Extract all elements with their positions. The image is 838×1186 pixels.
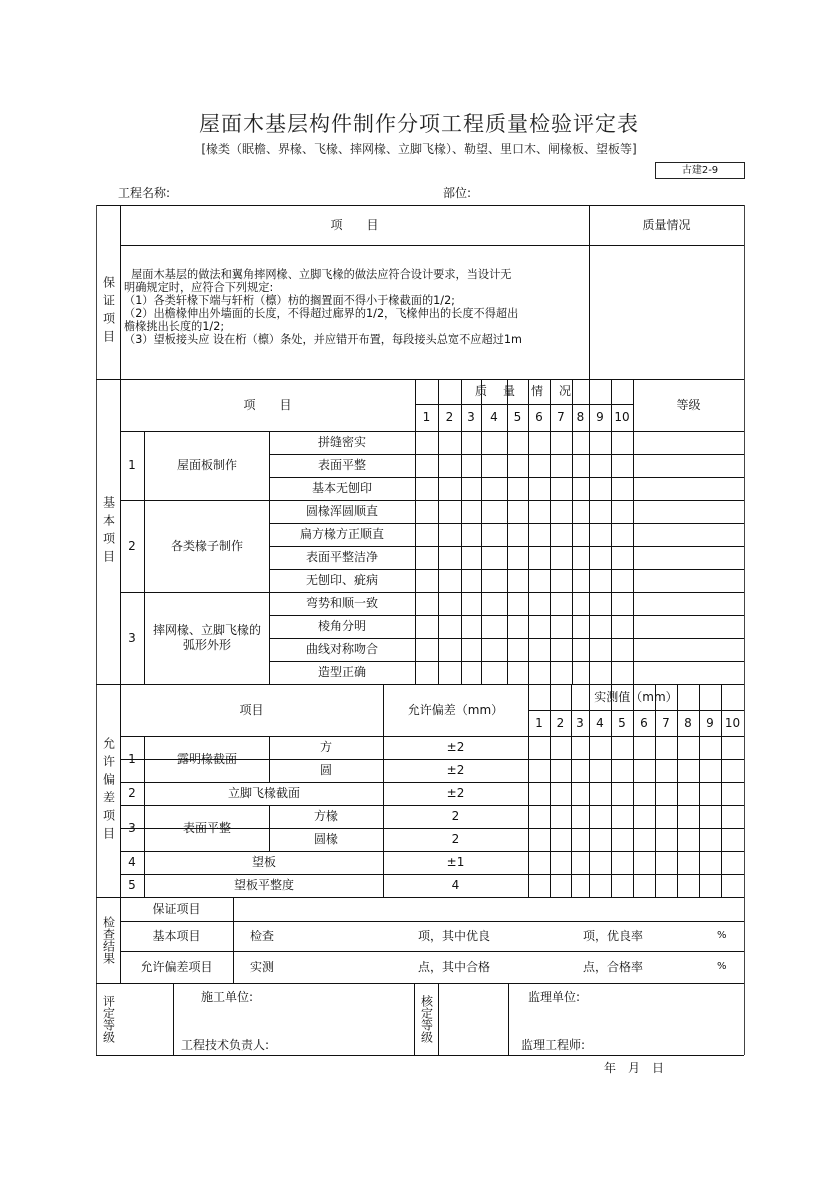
basic-score-cell[interactable] [573,478,589,500]
deviation-measure-cell[interactable] [656,760,677,782]
basic-score-cell[interactable] [590,593,611,615]
deviation-measure-cell[interactable] [678,737,699,759]
basic-score-cell[interactable] [508,639,528,661]
basic-score-cell[interactable] [551,639,572,661]
grid-line-v [173,983,174,1055]
deviation-column-number: 10 [724,715,741,730]
basic-score-cell[interactable] [482,639,507,661]
form-code: 古建2-9 [655,162,745,179]
basic-section-label: 基本项目 [101,495,116,568]
basic-score-cell[interactable] [529,455,550,477]
basic-score-cell[interactable] [590,616,611,638]
basic-score-cell[interactable] [508,616,528,638]
deviation-row-tolerance: 2 [451,832,460,846]
basic-score-cell[interactable] [462,593,481,615]
basic-score-cell[interactable] [551,432,572,454]
basic-item-label: 曲线对称吻合 [305,642,378,656]
basic-score-cell[interactable] [416,455,438,477]
basic-score-cell[interactable] [551,593,572,615]
basic-score-cell[interactable] [462,616,481,638]
deviation-measure-cell[interactable] [529,737,550,759]
basic-score-cell[interactable] [612,432,633,454]
basic-score-cell[interactable] [508,524,528,546]
grid-line-h [96,1055,744,1056]
basic-quality-header: 质 量 情 况 [474,384,573,398]
check-basic-rate: 项，优良率 [583,928,644,943]
deviation-row-number: 2 [128,786,136,800]
basic-score-cell[interactable] [573,501,589,523]
deviation-measure-cell[interactable] [590,829,611,851]
basic-column-number: 4 [490,410,498,424]
check-deviation-rate: 点，合格率 [583,959,644,974]
basic-score-cell[interactable] [508,547,528,569]
deviation-measure-cell[interactable] [590,852,611,874]
deviation-measure-cell[interactable] [612,783,633,805]
deviation-column-number: 1 [535,715,543,730]
basic-score-cell[interactable] [482,593,507,615]
basic-score-cell[interactable] [529,478,550,500]
deviation-column-number: 2 [556,715,565,730]
basic-score-cell[interactable] [439,662,461,684]
basic-score-cell[interactable] [590,478,611,500]
basic-score-cell[interactable] [439,524,461,546]
basic-grade-cell[interactable] [634,616,744,638]
basic-item-label: 表面平整 [317,458,366,472]
deviation-row-name: 望板 [251,855,276,869]
basic-score-cell[interactable] [573,616,589,638]
basic-column-number: 5 [513,410,522,424]
basic-score-cell[interactable] [612,662,633,684]
basic-score-cell[interactable] [551,478,572,500]
guarantee-section-label: 保证项目 [101,276,116,348]
basic-grade-cell[interactable] [634,570,744,592]
basic-column-number: 3 [467,410,475,424]
basic-group-number: 3 [128,630,136,645]
deviation-measure-cell[interactable] [529,852,550,874]
basic-score-cell[interactable] [462,501,481,523]
deviation-measure-cell[interactable] [722,737,744,759]
basic-score-cell[interactable] [416,593,438,615]
basic-score-cell[interactable] [573,547,589,569]
deviation-measure-cell[interactable] [612,875,633,897]
check-deviation-pct: % [717,960,727,972]
deviation-measure-cell[interactable] [572,760,589,782]
basic-score-cell[interactable] [416,616,438,638]
basic-grade-header: 等级 [676,397,701,412]
basic-score-cell[interactable] [508,478,528,500]
basic-item-label: 拼缝密实 [317,435,366,449]
deviation-measure-cell[interactable] [612,806,633,828]
basic-score-cell[interactable] [508,455,528,477]
deviation-measure-cell[interactable] [678,760,699,782]
basic-column-number: 9 [596,410,604,424]
deviation-row-number: 1 [128,751,136,766]
deviation-measure-cell[interactable] [590,783,611,805]
basic-item-label: 造型正确 [317,665,366,679]
deviation-measure-cell[interactable] [722,806,744,828]
deviation-measure-cell[interactable] [612,852,633,874]
basic-column-number: 7 [557,410,565,424]
deviation-measure-cell[interactable] [722,829,744,851]
basic-score-cell[interactable] [551,524,572,546]
basic-group-name: 屋面板制作 [176,458,237,472]
deviation-measure-cell[interactable] [700,760,721,782]
deviation-item-header: 项目 [239,702,264,717]
deviation-measure-cell[interactable] [551,806,571,828]
basic-score-cell[interactable] [482,570,507,592]
deviation-tolerance-header: 允许偏差（mm） [407,702,504,717]
basic-score-cell[interactable] [551,501,572,523]
deviation-measure-cell[interactable] [634,852,655,874]
verify-grade-label: 核定等级 [419,995,434,1043]
deviation-measure-cell[interactable] [590,760,611,782]
basic-score-cell[interactable] [612,639,633,661]
basic-score-cell[interactable] [416,570,438,592]
guarantee-quality-header: 质量情况 [642,217,691,232]
deviation-row-subitem: 方 [319,740,332,754]
deviation-row-subitem: 圆 [319,763,332,777]
basic-score-cell[interactable] [462,547,481,569]
deviation-measure-cell[interactable] [634,875,655,897]
deviation-measure-cell[interactable] [634,760,655,782]
basic-score-cell[interactable] [508,432,528,454]
basic-score-cell[interactable] [508,501,528,523]
grid-line-v [508,983,509,1055]
basic-column-number: 8 [576,410,585,424]
basic-score-cell[interactable] [462,570,481,592]
basic-column-number: 10 [614,410,630,424]
basic-score-cell[interactable] [416,478,438,500]
basic-score-cell[interactable] [482,432,507,454]
basic-score-cell[interactable] [551,570,572,592]
basic-score-cell[interactable] [439,639,461,661]
guarantee-line: 屋面木基层的做法和翼角摔网椽、立脚飞椽的做法应符合设计要求，当设计无 [124,268,512,281]
check-deviation-label: 允许偏差项目 [140,959,213,974]
deviation-measure-cell[interactable] [612,737,633,759]
deviation-measure-cell[interactable] [678,852,699,874]
deviation-measure-cell[interactable] [700,829,721,851]
basic-score-cell[interactable] [462,478,481,500]
check-deviation-check: 实测 [250,959,275,974]
basic-score-cell[interactable] [439,593,461,615]
deviation-measure-cell[interactable] [678,806,699,828]
evaluation-grade-cell[interactable] [121,984,172,1054]
check-section-label: 检查结果 [101,916,116,964]
deviation-measure-cell[interactable] [529,806,550,828]
deviation-column-number: 9 [706,715,714,730]
location-label: 部位: [443,186,472,200]
basic-grade-cell[interactable] [634,455,744,477]
deviation-measure-cell[interactable] [529,875,550,897]
basic-score-cell[interactable] [590,570,611,592]
engineer-label: 监理工程师: [521,1038,586,1052]
deviation-measure-cell[interactable] [572,829,589,851]
deviation-measure-cell[interactable] [529,829,550,851]
basic-score-cell[interactable] [482,455,507,477]
basic-grade-cell[interactable] [634,478,744,500]
basic-score-cell[interactable] [590,455,611,477]
basic-score-cell[interactable] [529,662,550,684]
basic-score-cell[interactable] [482,524,507,546]
basic-score-cell[interactable] [529,593,550,615]
basic-score-cell[interactable] [416,432,438,454]
deviation-measure-cell[interactable] [700,737,721,759]
deviation-measure-cell[interactable] [551,760,571,782]
basic-score-cell[interactable] [612,478,633,500]
deviation-measure-cell[interactable] [572,852,589,874]
check-deviation-mid: 点，其中合格 [418,959,491,974]
basic-score-cell[interactable] [612,570,633,592]
basic-grade-cell[interactable] [634,432,744,454]
deviation-measure-cell[interactable] [700,852,721,874]
deviation-measure-cell[interactable] [590,875,611,897]
basic-score-cell[interactable] [416,547,438,569]
basic-score-cell[interactable] [529,432,550,454]
deviation-measure-cell[interactable] [612,760,633,782]
deviation-row-number: 5 [128,878,136,892]
deviation-measure-cell[interactable] [700,783,721,805]
basic-column-number: 1 [422,410,431,424]
deviation-measure-cell[interactable] [656,875,677,897]
deviation-measure-cell[interactable] [551,737,571,759]
basic-score-cell[interactable] [573,432,589,454]
basic-group-name: 各类椽子制作 [170,538,243,553]
basic-score-cell[interactable] [573,593,589,615]
deviation-measure-cell[interactable] [656,783,677,805]
deviation-measure-cell[interactable] [551,829,571,851]
deviation-column-number: 4 [596,715,604,730]
deviation-row-tolerance: 4 [451,878,460,892]
deviation-measure-cell[interactable] [529,760,550,782]
basic-column-number: 2 [445,410,454,424]
basic-score-cell[interactable] [612,593,633,615]
deviation-measure-cell[interactable] [722,783,744,805]
deviation-measure-cell[interactable] [551,852,571,874]
basic-item-label: 基本无刨印 [311,481,372,495]
deviation-measure-cell[interactable] [551,783,571,805]
deviation-row-name: 望板平整度 [233,878,294,892]
supervisor-label: 监理单位: [528,990,581,1004]
check-guarantee-label: 保证项目 [152,901,201,916]
basic-grade-cell[interactable] [634,547,744,569]
deviation-measure-cell[interactable] [590,806,611,828]
basic-grade-cell[interactable] [634,524,744,546]
basic-score-cell[interactable] [573,639,589,661]
check-basic-label: 基本项目 [152,928,201,943]
grid-line-v [744,205,745,1055]
basic-score-cell[interactable] [573,524,589,546]
page-subtitle: [椽类（眠檐、界椽、飞椽、摔网椽、立脚飞椽）、勒望、里口木、闸椽板、望板等] [201,142,637,156]
deviation-section-label: 允许偏差项目 [101,736,116,845]
basic-score-cell[interactable] [590,432,611,454]
guarantee-line: 檐椽挑出长度的1/2; [124,320,225,333]
basic-score-cell[interactable] [462,524,481,546]
deviation-measure-cell[interactable] [634,806,655,828]
deviation-measure-cell[interactable] [590,737,611,759]
project-name-label: 工程名称: [118,186,171,200]
basic-score-cell[interactable] [508,662,528,684]
basic-score-cell[interactable] [416,501,438,523]
deviation-row-name: 表面平整 [182,820,231,835]
basic-score-cell[interactable] [439,432,461,454]
basic-score-cell[interactable] [439,455,461,477]
basic-score-cell[interactable] [462,639,481,661]
deviation-measure-cell[interactable] [572,875,589,897]
basic-score-cell[interactable] [590,547,611,569]
deviation-row-name: 露明椽截面 [176,751,237,766]
constructor-label: 施工单位: [201,990,254,1004]
basic-score-cell[interactable] [439,501,461,523]
deviation-column-number: 8 [684,715,692,730]
deviation-column-number: 3 [576,715,584,730]
basic-score-cell[interactable] [573,455,589,477]
basic-score-cell[interactable] [551,662,572,684]
basic-score-cell[interactable] [439,478,461,500]
basic-grade-cell[interactable] [634,593,744,615]
basic-score-cell[interactable] [482,547,507,569]
basic-score-cell[interactable] [612,524,633,546]
guarantee-item-header: 项 目 [330,217,379,232]
deviation-measure-cell[interactable] [722,760,744,782]
basic-score-cell[interactable] [462,432,481,454]
deviation-measure-cell[interactable] [529,783,550,805]
basic-grade-cell[interactable] [634,501,744,523]
basic-item-label: 弯势和顺一致 [305,596,378,610]
basic-grade-cell[interactable] [634,639,744,661]
guarantee-line: （3）望板接头应 设在桁（檩）条处，并应错开布置，每段接头总宽不应超过1m [124,333,522,346]
guarantee-quality-cell[interactable] [590,246,743,378]
deviation-row-tolerance: 2 [451,809,460,823]
basic-score-cell[interactable] [590,501,611,523]
deviation-measure-cell[interactable] [572,737,589,759]
basic-score-cell[interactable] [612,616,633,638]
deviation-measure-cell[interactable] [656,852,677,874]
deviation-row-subitem: 方椽 [313,809,338,823]
deviation-row-tolerance: ±2 [446,763,465,777]
deviation-measure-cell[interactable] [572,806,589,828]
basic-score-cell[interactable] [590,524,611,546]
basic-score-cell[interactable] [551,547,572,569]
deviation-measure-cell[interactable] [700,875,721,897]
deviation-measure-cell[interactable] [722,852,744,874]
basic-score-cell[interactable] [416,524,438,546]
basic-score-cell[interactable] [529,616,550,638]
basic-item-label: 无刨印、疵病 [305,573,378,587]
basic-score-cell[interactable] [529,547,550,569]
basic-score-cell[interactable] [416,639,438,661]
deviation-column-number: 5 [618,715,626,730]
basic-item-label: 圆椽浑圆顺直 [305,504,378,518]
deviation-measure-cell[interactable] [656,737,677,759]
basic-score-cell[interactable] [508,570,528,592]
check-basic-check: 检查 [250,928,275,943]
deviation-measure-cell[interactable] [678,829,699,851]
deviation-measure-cell[interactable] [678,875,699,897]
deviation-measure-cell[interactable] [634,783,655,805]
basic-score-cell[interactable] [508,593,528,615]
deviation-measure-cell[interactable] [612,829,633,851]
guarantee-text [124,268,588,346]
basic-item-label: 表面平整洁净 [305,550,378,564]
deviation-measure-cell[interactable] [634,737,655,759]
basic-score-cell[interactable] [482,662,507,684]
deviation-measure-cell[interactable] [551,875,571,897]
deviation-row-subitem: 圆椽 [313,832,338,846]
basic-group-number: 1 [128,458,136,472]
deviation-measure-cell[interactable] [634,829,655,851]
guarantee-line: 明确规定时，应符合下列规定: [124,281,274,294]
deviation-row-number: 3 [128,820,136,835]
basic-item-header: 项 目 [243,397,292,412]
deviation-measure-cell[interactable] [572,783,589,805]
deviation-row-tolerance: ±1 [446,855,465,869]
deviation-measure-cell[interactable] [700,806,721,828]
check-basic-mid: 项，其中优良 [418,928,491,943]
basic-score-cell[interactable] [462,662,481,684]
basic-score-cell[interactable] [439,547,461,569]
basic-score-cell[interactable] [590,639,611,661]
check-basic-pct: % [717,929,727,941]
basic-score-cell[interactable] [482,478,507,500]
basic-score-cell[interactable] [439,570,461,592]
basic-score-cell[interactable] [590,662,611,684]
basic-score-cell[interactable] [416,662,438,684]
deviation-column-number: 6 [640,715,648,730]
basic-grade-cell[interactable] [634,662,744,684]
check-guarantee-value[interactable] [234,898,743,920]
evaluation-section-label: 评定等级 [101,995,116,1043]
basic-score-cell[interactable] [529,501,550,523]
deviation-measured-header: 实测值（mm） [594,689,678,704]
basic-column-number: 6 [535,410,543,424]
page-title: 屋面木基层构件制作分项工程质量检验评定表 [199,112,639,136]
deviation-measure-cell[interactable] [678,783,699,805]
verify-grade-cell[interactable] [439,984,507,1054]
deviation-measure-cell[interactable] [656,806,677,828]
deviation-row-number: 4 [128,855,136,869]
basic-score-cell[interactable] [612,547,633,569]
basic-group-name: 摔网椽、立脚飞椽的弧形外形 [152,623,261,652]
basic-score-cell[interactable] [462,455,481,477]
basic-score-cell[interactable] [551,455,572,477]
basic-score-cell[interactable] [573,662,589,684]
deviation-measure-cell[interactable] [656,829,677,851]
deviation-row-name: 立脚飞椽截面 [227,786,300,800]
basic-group-number: 2 [128,538,136,553]
deviation-row-tolerance: ±2 [446,740,465,754]
basic-score-cell[interactable] [551,616,572,638]
basic-score-cell[interactable] [612,501,633,523]
guarantee-line: （2）出檐椽伸出外墙面的长度，不得超过廊界的1/2，飞椽伸出的长度不得超出 [124,307,519,320]
tech-lead-label: 工程技术负责人: [181,1038,270,1052]
basic-score-cell[interactable] [612,455,633,477]
basic-score-cell[interactable] [439,616,461,638]
date-label: 年 月 日 [604,1061,665,1075]
basic-score-cell[interactable] [482,501,507,523]
basic-item-label: 棱角分明 [317,619,366,633]
basic-score-cell[interactable] [529,570,550,592]
basic-score-cell[interactable] [573,570,589,592]
basic-score-cell[interactable] [529,639,550,661]
basic-item-label: 扁方椽方正顺直 [299,527,384,541]
deviation-row-tolerance: ±2 [446,786,465,800]
basic-score-cell[interactable] [529,524,550,546]
deviation-measure-cell[interactable] [722,875,744,897]
guarantee-line: （1）各类轩椽下端与轩桁（檩）枋的搁置面不得小于椽截面的1/2; [124,294,455,307]
deviation-column-number: 7 [662,715,670,730]
basic-score-cell[interactable] [482,616,507,638]
